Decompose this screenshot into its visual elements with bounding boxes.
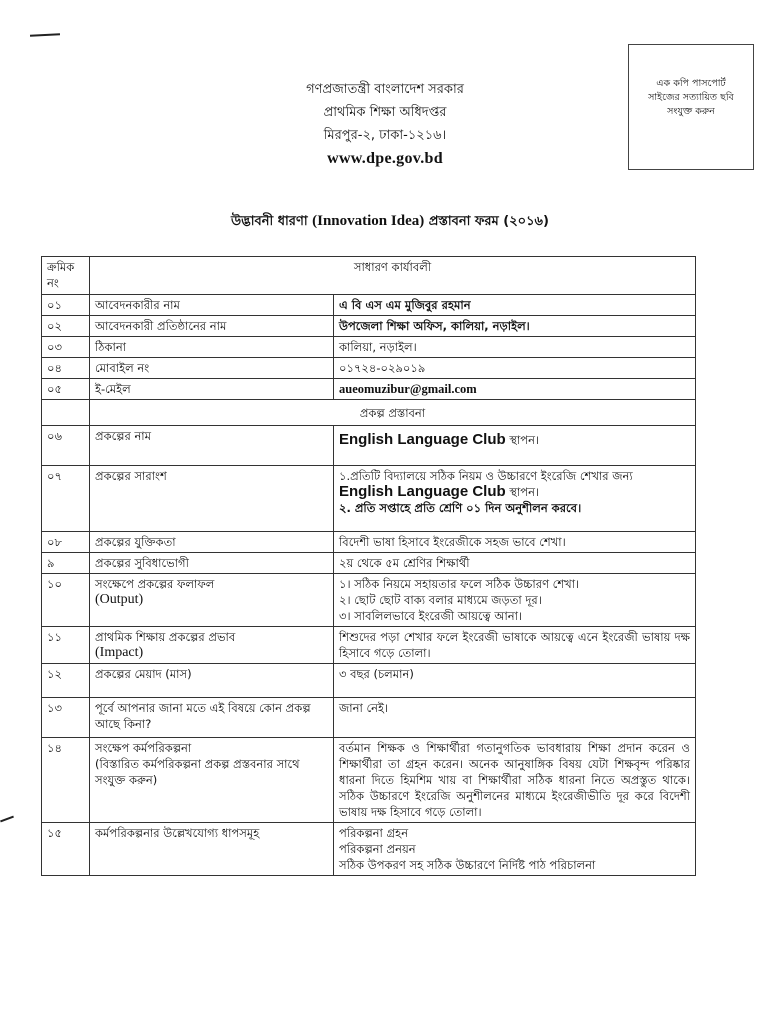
header-serial: ক্রমিক নং (42, 257, 90, 295)
project-name-en: English Language Club (339, 431, 506, 448)
row-label: কর্মপরিকল্পনার উল্লেখযোগ্য ধাপসমূহ (90, 823, 334, 876)
form-title-prefix: উদ্ভাবনী ধারণা (231, 214, 308, 229)
row-label: ঠিকানা (90, 337, 334, 358)
table-row (42, 574, 696, 627)
row-label: আবেদনকারী প্রতিষ্ঠানের নাম (90, 316, 334, 337)
table-row (42, 379, 696, 400)
address-value: কালিয়া, নড়াইল। (334, 337, 696, 358)
summary-line (339, 484, 690, 500)
photo-box-line: সাইজের সত্যায়িত ছবি (648, 92, 734, 103)
scan-mark (0, 816, 14, 823)
row-label: প্রকল্পের সুবিধাভোগী (90, 553, 334, 574)
row-number: ০২ (42, 316, 90, 337)
summary-value (334, 466, 696, 532)
empty-cell (42, 400, 90, 426)
duration-value: ৩ বছর (চলমান) (334, 664, 696, 698)
table-row (42, 738, 696, 823)
project-name-value (334, 426, 696, 466)
table-row (42, 664, 696, 698)
row-number: ৯ (42, 553, 90, 574)
output-line: ২। ছোট ছোট বাক্য বলার মাধ্যমে জড়তা দূর। (339, 593, 542, 607)
table-row (42, 698, 696, 738)
step-line: সঠিক উপকরণ সহ সঠিক উচ্চারণে নির্দিষ্ট পাঠ পরিচালনা (339, 858, 596, 872)
row-label: পূর্বে আপনার জানা মতে এই বিষয়ে কোন প্রকল্প আছে কিনা? (90, 698, 334, 738)
section-row (42, 400, 696, 426)
table-row (42, 316, 696, 337)
table-row (42, 295, 696, 316)
mobile-value: ০১৭২৪-০২৯০১৯ (334, 358, 696, 379)
action-plan-label: সংক্ষেপ কর্মপরিকল্পনা (95, 741, 192, 755)
impact-label: প্রাথমিক শিক্ষায় প্রকল্পের প্রভাব (95, 630, 236, 644)
scan-mark (30, 33, 60, 37)
photo-box-line: সংযুক্ত করুন (667, 106, 715, 117)
row-label (90, 738, 334, 823)
department-name: প্রাথমিক শিক্ষা অধিদপ্তর (323, 105, 447, 120)
table-row (42, 426, 696, 466)
table-row (42, 358, 696, 379)
website-url: www.dpe.gov.bd (327, 150, 443, 167)
table-row (42, 553, 696, 574)
action-plan-note: (বিস্তারিত কর্মপরিকল্পনা প্রকল্প প্রস্তবনার সাথে সংযুক্ত করুন) (95, 757, 300, 787)
row-number: ০১ (42, 295, 90, 316)
form-title (190, 212, 590, 233)
table-row (42, 532, 696, 553)
action-plan-value: বর্তমান শিক্ষক ও শিক্ষার্থীরা গতানুগতিক ভাবধারায় শিক্ষা প্রদান করেন ও শিক্ষার্থীরা তা গ্রহন করেন। অনেক আনুষাঙ্গিক বিষয় যেটা শিক্ষবৃন্দ পরিষ্কার ধারনা দিতে হিমশিম খায় বা শিক্ষার্থীরা সঠিক ধারনা নিতে অপ্রস্তুত থাকে। সঠিক উচ্চারণে ইংরেজি অনুশীলনের মাধ্যমে ইংরেজীভীতি দূর করে বিদেশী ভাষায় দক্ষ হিসাবে গড়ে তোলা। (334, 738, 696, 823)
table-row (42, 823, 696, 876)
output-line: ১। সঠিক নিয়মে সহায়তার ফলে সঠিক উচ্চারণ শেখা। (339, 577, 580, 591)
summary-line: ১.প্রতিটি বিদ্যালয়ে সঠিক নিয়ম ও উচ্চারণে ইংরেজি শেখার জন্য (339, 469, 633, 483)
row-label: প্রকল্পের সারাংশ (90, 466, 334, 532)
table-row (42, 627, 696, 664)
table-row (42, 337, 696, 358)
step-line: পরিকল্পনা প্রনয়ন (339, 842, 416, 856)
govt-name: গণপ্রজাতন্ত্রী বাংলাদেশ সরকার (306, 82, 464, 97)
row-number: ১৩ (42, 698, 90, 738)
rationale-value: বিদেশী ভাষা হিসাবে ইংরেজীকে সহজ ভাবে শেখা। (334, 532, 696, 553)
institution-name: উপজেলা শিক্ষা অফিস, কালিয়া, নড়াইল। (334, 316, 696, 337)
row-number: ০৩ (42, 337, 90, 358)
proposal-form-table (41, 256, 696, 876)
header-general: সাধারণ কার্যাবলী (90, 257, 696, 295)
summary-en: English Language Club (339, 483, 506, 500)
row-number: ০৭ (42, 466, 90, 532)
row-number: ০৫ (42, 379, 90, 400)
impact-label-en: (Impact) (95, 645, 144, 660)
row-number: ০৮ (42, 532, 90, 553)
row-label: প্রকল্পের যুক্তিকতা (90, 532, 334, 553)
output-label-en: (Output) (95, 592, 144, 607)
row-number: ০৬ (42, 426, 90, 466)
output-value (334, 574, 696, 627)
beneficiary-value: ২য় থেকে ৫ম শ্রেণির শিক্ষার্থী (334, 553, 696, 574)
letterhead (250, 78, 520, 170)
form-title-latin: (Innovation Idea) (312, 213, 425, 229)
row-label (90, 574, 334, 627)
row-number: ১৫ (42, 823, 90, 876)
department-address: মিরপুর-২, ঢাকা-১২১৬। (323, 128, 447, 143)
project-name-bn: স্থাপন। (509, 433, 540, 447)
applicant-name: এ বি এস এম মুজিবুর রহমান (334, 295, 696, 316)
row-number: ১১ (42, 627, 90, 664)
row-label: প্রকল্পের মেয়াদ (মাস) (90, 664, 334, 698)
summary-bn: স্থাপন। (509, 485, 540, 499)
output-label: সংক্ষেপে প্রকল্পের ফলাফল (95, 577, 215, 591)
form-title-suffix: প্রস্তাবনা ফরম (২০১৬) (428, 214, 549, 229)
existing-value: জানা নেই। (334, 698, 696, 738)
impact-value: শিশুদের পড়া শেখার ফলে ইংরেজী ভাষাকে আয়ত্বে এনে ইংরেজী ভাষায় দক্ষ হিসাবে গড়ে তোলা। (334, 627, 696, 664)
row-label (90, 627, 334, 664)
summary-line: ২. প্রতি সপ্তাহে প্রতি শ্রেণি ০১ দিন অনুশীলন করবে। (339, 501, 582, 515)
output-line: ৩। সাবলিলভাবে ইংরেজী আয়ত্বে আনা। (339, 609, 523, 623)
row-label: প্রকল্পের নাম (90, 426, 334, 466)
photo-box (628, 44, 754, 170)
step-line: পরিকল্পনা গ্রহন (339, 826, 409, 840)
row-number: ১০ (42, 574, 90, 627)
row-label: মোবাইল নং (90, 358, 334, 379)
table-header-row (42, 257, 696, 295)
steps-value (334, 823, 696, 876)
row-number: ১৪ (42, 738, 90, 823)
email-value: aueomuzibur@gmail.com (334, 379, 696, 400)
row-label: ই-মেইল (90, 379, 334, 400)
table-row (42, 466, 696, 532)
section-proposal: প্রকল্প প্রস্তাবনা (90, 400, 696, 426)
photo-box-line: এক কপি পাসপোর্ট (656, 78, 726, 89)
row-number: ১২ (42, 664, 90, 698)
row-label: আবেদনকারীর নাম (90, 295, 334, 316)
row-number: ০৪ (42, 358, 90, 379)
